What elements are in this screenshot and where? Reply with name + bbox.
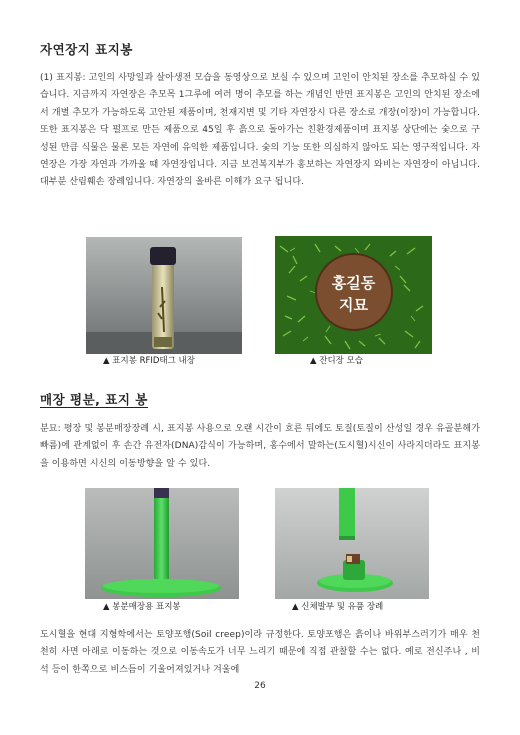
photo-caption-effects: ▲ 신체발부 및 유품 장례: [292, 602, 384, 612]
photo-rfid-pole: [86, 237, 242, 354]
soil-creep-paragraph: 도시혈을 현대 지형학에서는 토양포행(Soil creep)이라 규정한다. 토양포행은 흙이나 바위부스러기가 매우 천천히 사면 아래로 이동하는 것으로 이동속도가 너무 느리기 때문에 직접 관찰할 수는 없다. 예로 전신주나 , 비석 등이 한쪽으로 비스듬이 기울어져있거나 겨울에: [40, 630, 480, 675]
burial-marker-paragraph: 분묘: 평장 및 봉분매장장례 시, 표지봉 사용으로 오랜 시간이 흐른 뒤에도 토질(토질이 산성일 경우 유골분해가 빠름)에 관계없이 후 손간 유전자(DNA)감식이 가능하며, 홍수에서 말하는(도시혈)시신이 사라지더라도 표지봉을 이용하면 시신의 이동방향을 알 수 있다.: [40, 424, 480, 469]
photo-caption-lawn: ▲ 잔디장 모습: [310, 356, 363, 366]
photo-personal-effects: [275, 488, 429, 599]
page-number: 26: [254, 681, 266, 691]
sign-text-line2: 지묘: [339, 296, 368, 314]
marker-pole-paragraph: (1) 표지봉: 고인의 사망일과 살아생전 모습을 동영상으로 보실 수 있으며 고인이 안치된 장소를 추모하실 수 있습니다. 지금까지 자연장은 추모목 1그루에 여러 명이 추모를 하는 개념인 반면 표지봉은 고인의 안치된 장소에서 개별 추모가 가능하도록 고안된 제품이며, 천재지변 및 기타 자연장시 다른 장소로 개장(이장)이 가능합니다. 또한 표지봉은 닥 펄프로 만든 제품으로 45일 후 흙으로 돌아가는 친환경제품이며 표지봉 상단에는 숯으로 구성된 만큼 식물은 물론 모든 자연에 유익한 제품입니다. 숯의 기능 또한 의심하지 않아도 되는 영구적입니다. 자연장은 가장 자연과 가까울 때 자연장입니다. 지금 보건복지부가 홍보하는 자연장지 와비는 자연장이 아닙니다. 대부분 산림훼손 장례입니다. 자연장의 올바른 이해가 요구 됩니다.: [40, 73, 480, 188]
photo-lawn-grave: [275, 236, 432, 354]
photo-mound-pole: [85, 488, 239, 599]
section-heading-burial-marker: [40, 390, 148, 408]
section-heading-burial-marker-text: 매장 평분, 표지 봉: [40, 392, 148, 407]
sign-text-line1: 홍길동: [331, 274, 376, 292]
section-heading-marker-pole: 자연장지 표지봉: [40, 42, 133, 57]
photo-caption-rfid: ▲ 표지봉 RFID태그 내장: [103, 356, 195, 366]
photo-caption-mound: ▲ 봉분매장용 표지봉: [103, 602, 181, 612]
